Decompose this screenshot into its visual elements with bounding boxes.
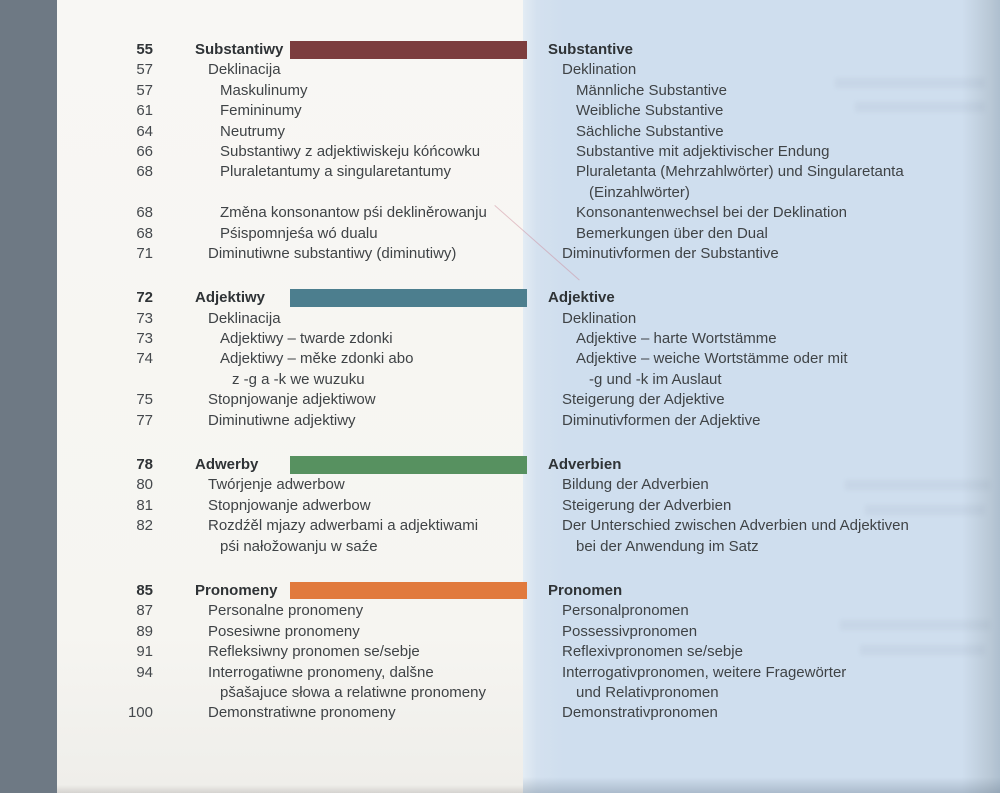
toc-row [0,60,1000,80]
toc-row [0,183,1000,203]
entry-sorbian: Demonstratiwne pronomeny [208,704,396,722]
entry-sorbian: Personalne pronomeny [208,602,364,620]
toc-row [0,142,1000,162]
toc-row [0,309,1000,329]
entry-sorbian: Adjektiwy – měke zdonki abo [220,350,414,368]
toc-row [0,203,1000,223]
entry-german: Diminutivformen der Substantive [562,244,779,262]
entry-sorbian: z -g a -k we wuzuku [232,370,365,388]
entry-sorbian: pśi nałožowanju w saźe [220,537,378,555]
section-title-german: Substantive [548,41,634,58]
entry-german: Reflexivpronomen se/sebje [562,643,743,661]
page-number: 66 [136,142,153,160]
section-title-sorbian: Pronomeny [195,581,278,599]
entry-german: Demonstrativpronomen [562,704,718,722]
section-gap [0,431,1000,455]
section-title-german: Adjektive [548,289,615,307]
entry-sorbian: Změna konsonantow pśi dekliněrowanju [220,204,487,222]
page-number: 73 [136,309,153,327]
entry-sorbian: Diminutiwne adjektiwy [208,411,356,429]
page-number: 89 [136,622,153,640]
page-number: 68 [136,163,153,181]
entry-sorbian: Interrogatiwne pronomeny, dalšne [208,663,434,681]
toc-row [0,244,1000,264]
entry-sorbian: Neutrumy [220,122,286,140]
entry-german: Bildung der Adverbien [562,476,709,494]
section-color-bar [290,582,527,600]
toc-row [0,329,1000,349]
page-number: 73 [136,330,153,348]
toc-row [0,349,1000,369]
toc-row [0,703,1000,723]
entry-german: Konsonantenwechsel bei der Deklination [576,204,848,222]
entry-sorbian: Substantiwy z adjektiwiskeju kóńcowku [220,142,481,160]
toc-row [0,663,1000,683]
page-number: 61 [136,102,153,120]
page-number: 74 [136,350,153,368]
entry-german: Deklination [562,61,637,79]
page-number: 94 [136,663,153,681]
left-page-bottom-shadow [57,785,523,793]
entry-german: Interrogativpronomen, weitere Fragewörter [562,663,847,681]
entry-sorbian: Refleksiwny pronomen se/sebje [208,643,420,661]
toc-row [0,642,1000,662]
toc-row [0,370,1000,390]
page-number: 91 [136,643,153,661]
entry-sorbian: Adjektiwy – twarde zdonki [220,330,393,348]
toc-row [0,162,1000,182]
section-title-sorbian: Substantiwy [195,41,284,58]
page-number: 78 [136,456,153,474]
section-gap [0,557,1000,581]
toc-row [0,516,1000,536]
toc-row [0,683,1000,703]
page-number: 57 [136,61,153,79]
toc-row [0,224,1000,244]
entry-german: Weibliche Substantive [576,102,724,120]
entry-german: Steigerung der Adjektive [562,391,725,409]
entry-german: Pluraletanta (Mehrzahlwörter) und Singularetanta [576,163,904,181]
entry-german: Diminutivformen der Adjektive [562,411,761,429]
section-color-bar [290,41,527,59]
entry-sorbian: Stopnjowanje adwerbow [208,496,371,514]
page-number: 64 [136,122,153,140]
entry-german: Personalpronomen [562,602,689,620]
entry-sorbian: Deklinacija [208,309,281,327]
toc-row [0,496,1000,516]
section-title-sorbian: Adwerby [195,456,259,474]
section-gap [0,264,1000,288]
page-number: 72 [136,289,153,307]
entry-german: Der Unterschied zwischen Adverbien und Adjektiven [562,517,909,535]
toc-section-title-row [0,455,1000,475]
page-number: 71 [136,244,153,262]
toc-section-title-row [0,40,1000,60]
table-of-contents [0,40,1000,724]
entry-german: Adjektive – harte Wortstämme [576,330,777,348]
entry-german: Sächliche Substantive [576,122,724,140]
section-title-german: Adverbien [548,456,622,474]
entry-german: Männliche Substantive [576,81,727,99]
entry-sorbian: Maskulinumy [220,81,308,99]
entry-german: Possessivpronomen [562,622,698,640]
entry-sorbian: Stopnjowanje adjektiwow [208,391,376,409]
page-number: 68 [136,204,153,222]
entry-german: (Einzahlwörter) [589,183,690,201]
toc-row [0,601,1000,621]
page-number: 77 [136,411,153,429]
toc-row [0,475,1000,495]
entry-german: Steigerung der Adverbien [562,496,732,514]
toc-row [0,411,1000,431]
page-number: 87 [136,602,153,620]
section-color-bar [290,456,527,474]
entry-german: Deklination [562,309,637,327]
section-title-german: Pronomen [548,581,623,599]
toc-row [0,622,1000,642]
entry-german: Adjektive – weiche Wortstämme oder mit [576,350,848,368]
page-number: 68 [136,224,153,242]
entry-german: -g und -k im Auslaut [589,370,722,388]
page-number: 75 [136,391,153,409]
entry-sorbian: Deklinacija [208,61,281,79]
entry-sorbian: Pśispomnjeśa wó dualu [220,224,378,242]
entry-sorbian: Rozdźěl mjazy adwerbami a adjektiwami [208,517,479,535]
section-color-bar [290,289,527,307]
page-number: 57 [136,81,153,99]
page-number: 100 [127,704,153,722]
toc-section-title-row [0,581,1000,601]
entry-german: bei der Anwendung im Satz [576,537,759,555]
page-number: 85 [136,581,153,599]
entry-sorbian: pšašajuce słowa a relatiwne pronomeny [220,683,486,701]
entry-german: Substantive mit adjektivischer Endung [576,142,830,160]
toc-row [0,101,1000,121]
entry-sorbian: Twórjenje adwerbow [208,476,345,494]
entry-sorbian: Diminutiwne substantiwy (diminutiwy) [208,244,457,262]
page-number: 81 [136,496,153,514]
entry-german: und Relativpronomen [576,683,719,701]
section-title-sorbian: Adjektiwy [195,289,266,307]
toc-row [0,122,1000,142]
toc-section-title-row [0,288,1000,308]
entry-sorbian: Posesiwne pronomeny [208,622,360,640]
toc-row [0,390,1000,410]
entry-sorbian: Pluraletantumy a singularetantumy [220,163,451,181]
page-number: 82 [136,517,153,535]
page-number: 80 [136,476,153,494]
toc-row [0,537,1000,557]
right-page-bottom-shadow [523,777,1000,793]
toc-row [0,81,1000,101]
entry-german: Bemerkungen über den Dual [576,224,768,242]
entry-sorbian: Femininumy [220,102,302,120]
page-number: 55 [136,41,153,58]
